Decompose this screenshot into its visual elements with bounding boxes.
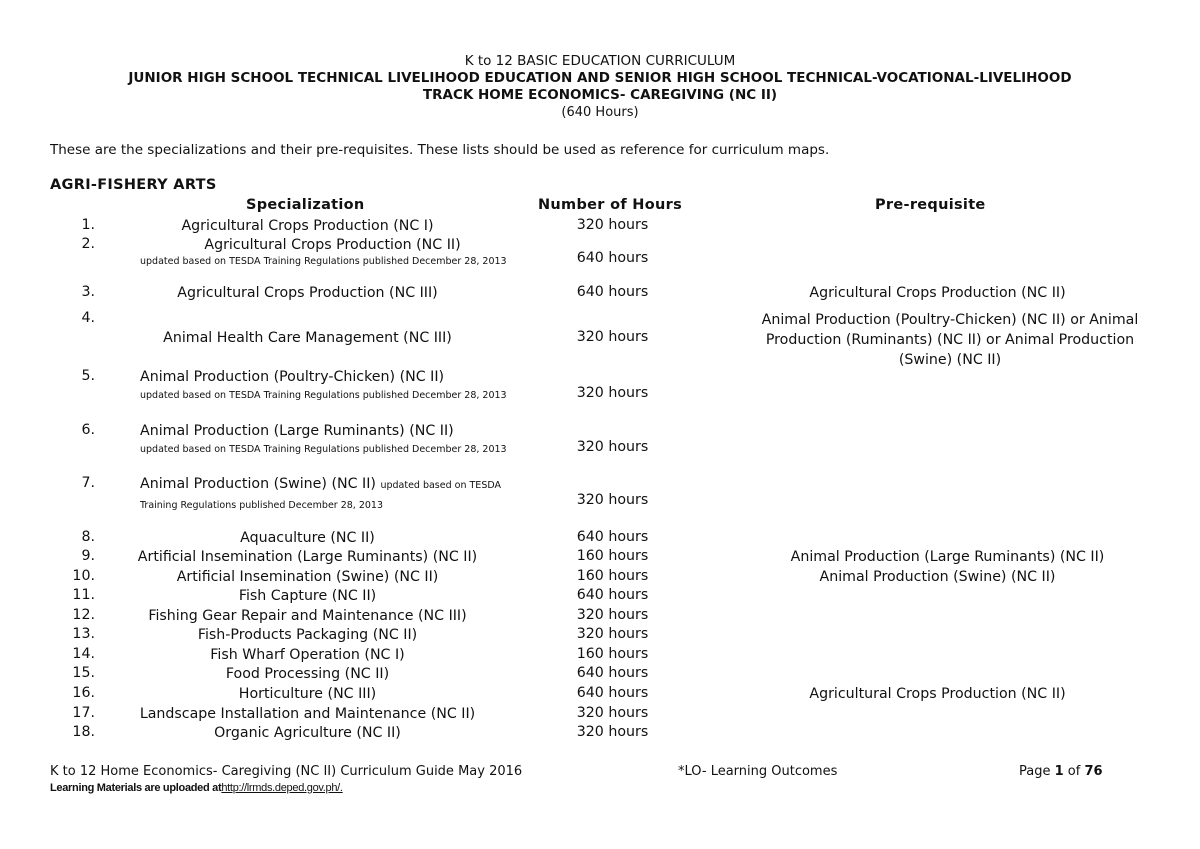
row-hours: 640 hours [576,587,649,603]
row-specialization: Artificial Insemination (Swine) (NC II) [176,569,439,585]
row-hours: 320 hours [576,385,649,401]
row-specialization: Animal Production (Poultry-Chicken) (NC II) [140,369,445,385]
row-number: 18. [72,724,95,740]
row-number: 11. [72,587,95,603]
row-hours: 640 hours [576,284,649,300]
footer-lo-note: *LO- Learning Outcomes [678,764,838,779]
row-specialization: Animal Production (Swine) (NC II) [140,476,376,492]
row-specialization: Aquaculture (NC II) [240,530,375,546]
page-prefix: Page [1019,764,1055,779]
column-header-specialization: Specialization [246,197,365,213]
row-hours: 160 hours [576,568,649,584]
row-hours: 320 hours [576,492,649,508]
row-hours: 160 hours [576,646,649,662]
title-line-3: TRACK HOME ECONOMICS- CAREGIVING (NC II) [422,87,778,103]
row-specialization: Agricultural Crops Production (NC III) [177,285,438,301]
row-prerequisite: Animal Production (Poultry-Chicken) (NC II) or Animal Production (Ruminants) (NC II) or Animal Production (Swine) (NC II) [761,312,1139,368]
row-specialization: Animal Health Care Management (NC III) [163,330,452,346]
lrmds-link[interactable]: http://lrmds.deped.gov.ph/. [221,782,343,794]
row-hours: 160 hours [576,548,649,564]
row-specialization: Fishing Gear Repair and Maintenance (NC III) [148,608,467,624]
row-prerequisite: Agricultural Crops Production (NC II) [809,285,1066,301]
row-hours: 320 hours [576,607,649,623]
row-note: updated based on TESDA Training Regulations published December 28, 2013 [140,390,507,401]
row-specialization: Fish-Products Packaging (NC II) [197,627,418,643]
row-note: updated based on TESDA Training Regulations published December 28, 2013 [140,256,507,267]
section-title: AGRI-FISHERY ARTS [50,177,217,193]
row-number: 5. [81,368,95,384]
row-specialization: Artificial Insemination (Large Ruminants) (NC II) [137,549,478,565]
row-number: 6. [81,422,95,438]
row-specialization: Organic Agriculture (NC II) [214,725,401,741]
row-number: 7. [81,475,95,491]
row-number: 4. [81,310,95,326]
row-hours: 320 hours [576,439,649,455]
row-hours: 320 hours [576,217,649,233]
row-specialization: Fish Capture (NC II) [238,588,377,604]
document-title-block [0,53,1200,121]
row-specialization: Animal Production (Large Ruminants) (NC II) [140,423,454,439]
row-hours: 640 hours [576,529,649,545]
row-number: 15. [72,665,95,681]
row-specialization-cell [140,368,520,405]
row-number: 1. [81,217,95,233]
row-specialization: Food Processing (NC II) [225,666,390,682]
row-number: 17. [72,705,95,721]
row-number: 9. [81,548,95,564]
row-number: 10. [72,568,95,584]
row-number: 16. [72,685,95,701]
row-hours: 320 hours [576,724,649,740]
row-specialization: Landscape Installation and Maintenance (NC II) [139,706,476,722]
row-hours: 640 hours [576,250,649,266]
row-hours: 640 hours [576,685,649,701]
row-specialization: Fish Wharf Operation (NC I) [210,647,405,663]
title-line-4: (640 Hours) [561,105,639,120]
row-hours: 320 hours [576,329,649,345]
title-line-1: K to 12 BASIC EDUCATION CURRICULUM [464,53,736,69]
learning-materials-note [50,782,343,794]
row-number: 14. [72,646,95,662]
row-specialization-cell [140,475,520,515]
row-specialization: Horticulture (NC III) [238,686,377,702]
row-prerequisite: Animal Production (Swine) (NC II) [819,569,1056,585]
row-prerequisite: Animal Production (Large Ruminants) (NC II) [790,549,1105,565]
row-hours: 320 hours [576,626,649,642]
page-total: 76 [1084,764,1103,779]
column-header-hours: Number of Hours [538,197,682,213]
row-prerequisite: Agricultural Crops Production (NC II) [809,686,1066,702]
intro-paragraph: These are the specializations and their pre-requisites. These lists should be used as reference for curriculum maps. [50,142,830,158]
footer-guide-title: K to 12 Home Economics- Caregiving (NC II) Curriculum Guide May 2016 [50,764,523,779]
row-number: 13. [72,626,95,642]
row-hours: 640 hours [576,665,649,681]
footer-page-number [1019,764,1103,779]
lm-text: Learning Materials are uploaded at [50,782,222,794]
row-specialization: Agricultural Crops Production (NC II) [204,237,461,253]
row-hours: 320 hours [576,705,649,721]
column-header-prerequisite: Pre-requisite [875,197,986,213]
page-of: of [1063,764,1085,779]
row-number: 2. [81,236,95,252]
row-note: updated based on TESDA Training Regulations published December 28, 2013 [140,480,501,511]
row-note: updated based on TESDA Training Regulations published December 28, 2013 [140,444,507,455]
title-line-2: JUNIOR HIGH SCHOOL TECHNICAL LIVELIHOOD EDUCATION AND SENIOR HIGH SCHOOL TECHNICAL-VOCATIONAL-LIVELIHOOD [128,70,1072,86]
row-number: 8. [81,529,95,545]
row-number: 12. [72,607,95,623]
row-specialization: Agricultural Crops Production (NC I) [181,218,434,234]
row-specialization-cell [140,422,520,459]
page-current: 1 [1054,764,1064,779]
row-specialization-cell [140,236,525,268]
row-number: 3. [81,284,95,300]
